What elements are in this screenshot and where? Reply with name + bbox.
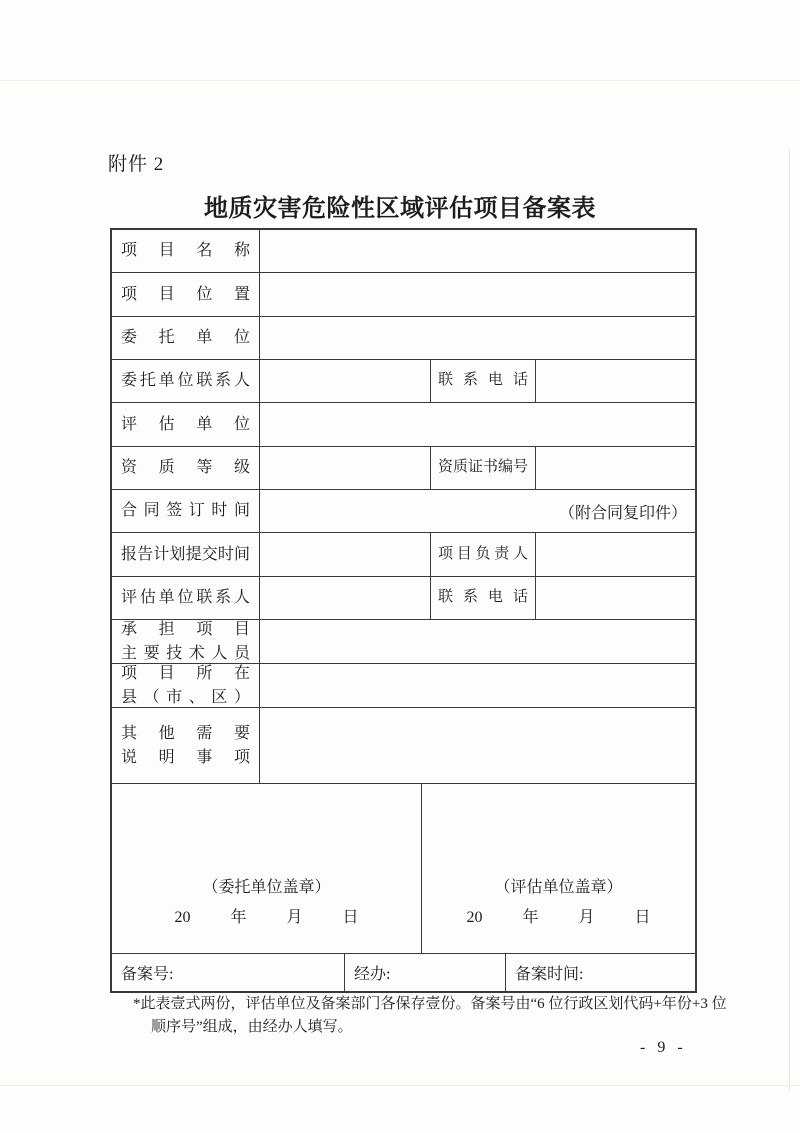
qualification-level-value-cell (260, 447, 431, 489)
qualification-level-label: 资质等级 (121, 459, 250, 477)
client-stamp-cell (112, 784, 422, 953)
row-other-notes (112, 708, 695, 784)
row-project-name (112, 230, 695, 273)
contract-sign-time-label-cell (112, 490, 260, 532)
qualification-level-label-cell (112, 447, 260, 489)
row-stamps (112, 784, 695, 954)
row-project-location (112, 273, 695, 317)
qualification-cert-no-value-cell (536, 447, 695, 489)
project-leader-label: 项目负责人 (438, 545, 528, 562)
report-submit-time-label-cell (112, 533, 260, 576)
filing-form-table (110, 228, 697, 993)
client-contact-value-cell (260, 360, 431, 402)
assessment-phone-label: 联系电话 (438, 589, 528, 606)
row-client-contact (112, 360, 695, 403)
other-notes-label-cell (112, 708, 260, 783)
handler-cell (345, 954, 506, 991)
project-name-label-cell (112, 230, 260, 272)
scan-artifact-line (0, 1085, 800, 1086)
client-unit-label: 委托单位 (121, 329, 250, 347)
project-county-label-line1: 项目所在 (121, 665, 250, 683)
client-unit-value-cell (260, 317, 695, 359)
client-unit-label-cell (112, 317, 260, 359)
project-location-label-cell (112, 273, 260, 316)
assessment-stamp-date: 20 年 月 日 (466, 909, 651, 926)
report-submit-time-label: 报告计划提交时间 (121, 545, 250, 563)
row-client-unit (112, 317, 695, 360)
project-name-value-cell (260, 230, 695, 272)
report-submit-time-value-cell (260, 533, 431, 576)
assessment-contact-label: 评估单位联系人 (121, 589, 250, 607)
row-project-county (112, 664, 695, 708)
tech-staff-label-line1: 承担项目 (121, 621, 250, 639)
tech-staff-value-cell (260, 620, 695, 663)
contract-sign-time-value-cell (260, 490, 695, 532)
handler-label: 经办: (354, 966, 391, 983)
other-notes-label-line1: 其他需要 (121, 725, 250, 743)
assessment-phone-value-cell (536, 577, 695, 619)
record-time-label: 备案时间: (515, 966, 584, 983)
page-number: - 9 - (640, 1039, 687, 1056)
assessment-phone-label-cell (431, 577, 536, 619)
project-leader-value-cell (536, 533, 695, 576)
client-phone-label: 联系电话 (438, 372, 528, 389)
row-contract-sign-time (112, 490, 695, 533)
project-location-value-cell (260, 273, 695, 316)
footnote-line-2: 顺序号”组成，由经办人填写。 (151, 1019, 353, 1036)
other-notes-label-line2: 说明事项 (121, 748, 250, 766)
record-no-cell (112, 954, 345, 991)
other-notes-value-cell (260, 708, 695, 783)
document-title: 地质灾害危险性区域评估项目备案表 (204, 195, 596, 222)
assessment-stamp-note: （评估单位盖章） (494, 879, 623, 896)
record-no-label: 备案号: (121, 966, 174, 983)
project-county-label-cell (112, 664, 260, 707)
project-name-label: 项目名称 (121, 242, 250, 260)
client-stamp-note: （委托单位盖章） (202, 879, 331, 896)
project-location-label: 项目位置 (121, 285, 250, 303)
record-time-cell (506, 954, 695, 991)
client-contact-label-cell (112, 360, 260, 402)
footnote-line-1: *此表壹式两份，评估单位及备案部门各保存壹份。备案号由“6 位行政区划代码+年份+3 位 (133, 996, 727, 1012)
contract-sign-time-label: 合同签订时间 (121, 502, 250, 520)
row-record-info (112, 954, 695, 991)
row-qualification (112, 447, 695, 490)
assessment-stamp-cell (422, 784, 695, 953)
row-assessment-contact (112, 577, 695, 620)
client-phone-label-cell (431, 360, 536, 402)
contract-copy-note: （附合同复印件） (558, 504, 687, 522)
row-assessment-unit (112, 403, 695, 447)
qualification-cert-no-label: 资质证书编号 (438, 459, 529, 476)
qualification-cert-no-label-cell (431, 447, 536, 489)
assessment-unit-value-cell (260, 403, 695, 446)
client-stamp-date: 20 年 月 日 (174, 909, 359, 926)
assessment-unit-label: 评估单位 (121, 415, 250, 433)
row-report-submit-time (112, 533, 695, 577)
project-county-label-line2: 县（市、区） (121, 688, 250, 706)
attachment-label: 附件 2 (108, 154, 165, 175)
form-footnote (133, 993, 727, 1040)
tech-staff-label-line2: 主要技术人员 (121, 644, 250, 662)
scan-artifact-line (0, 80, 800, 81)
scan-artifact-line (789, 150, 790, 1090)
project-county-value-cell (260, 664, 695, 707)
tech-staff-label-cell (112, 620, 260, 663)
client-phone-value-cell (536, 360, 695, 402)
client-contact-label: 委托单位联系人 (121, 372, 250, 390)
project-leader-label-cell (431, 533, 536, 576)
assessment-contact-value-cell (260, 577, 431, 619)
assessment-unit-label-cell (112, 403, 260, 446)
assessment-contact-label-cell (112, 577, 260, 619)
row-tech-staff (112, 620, 695, 664)
